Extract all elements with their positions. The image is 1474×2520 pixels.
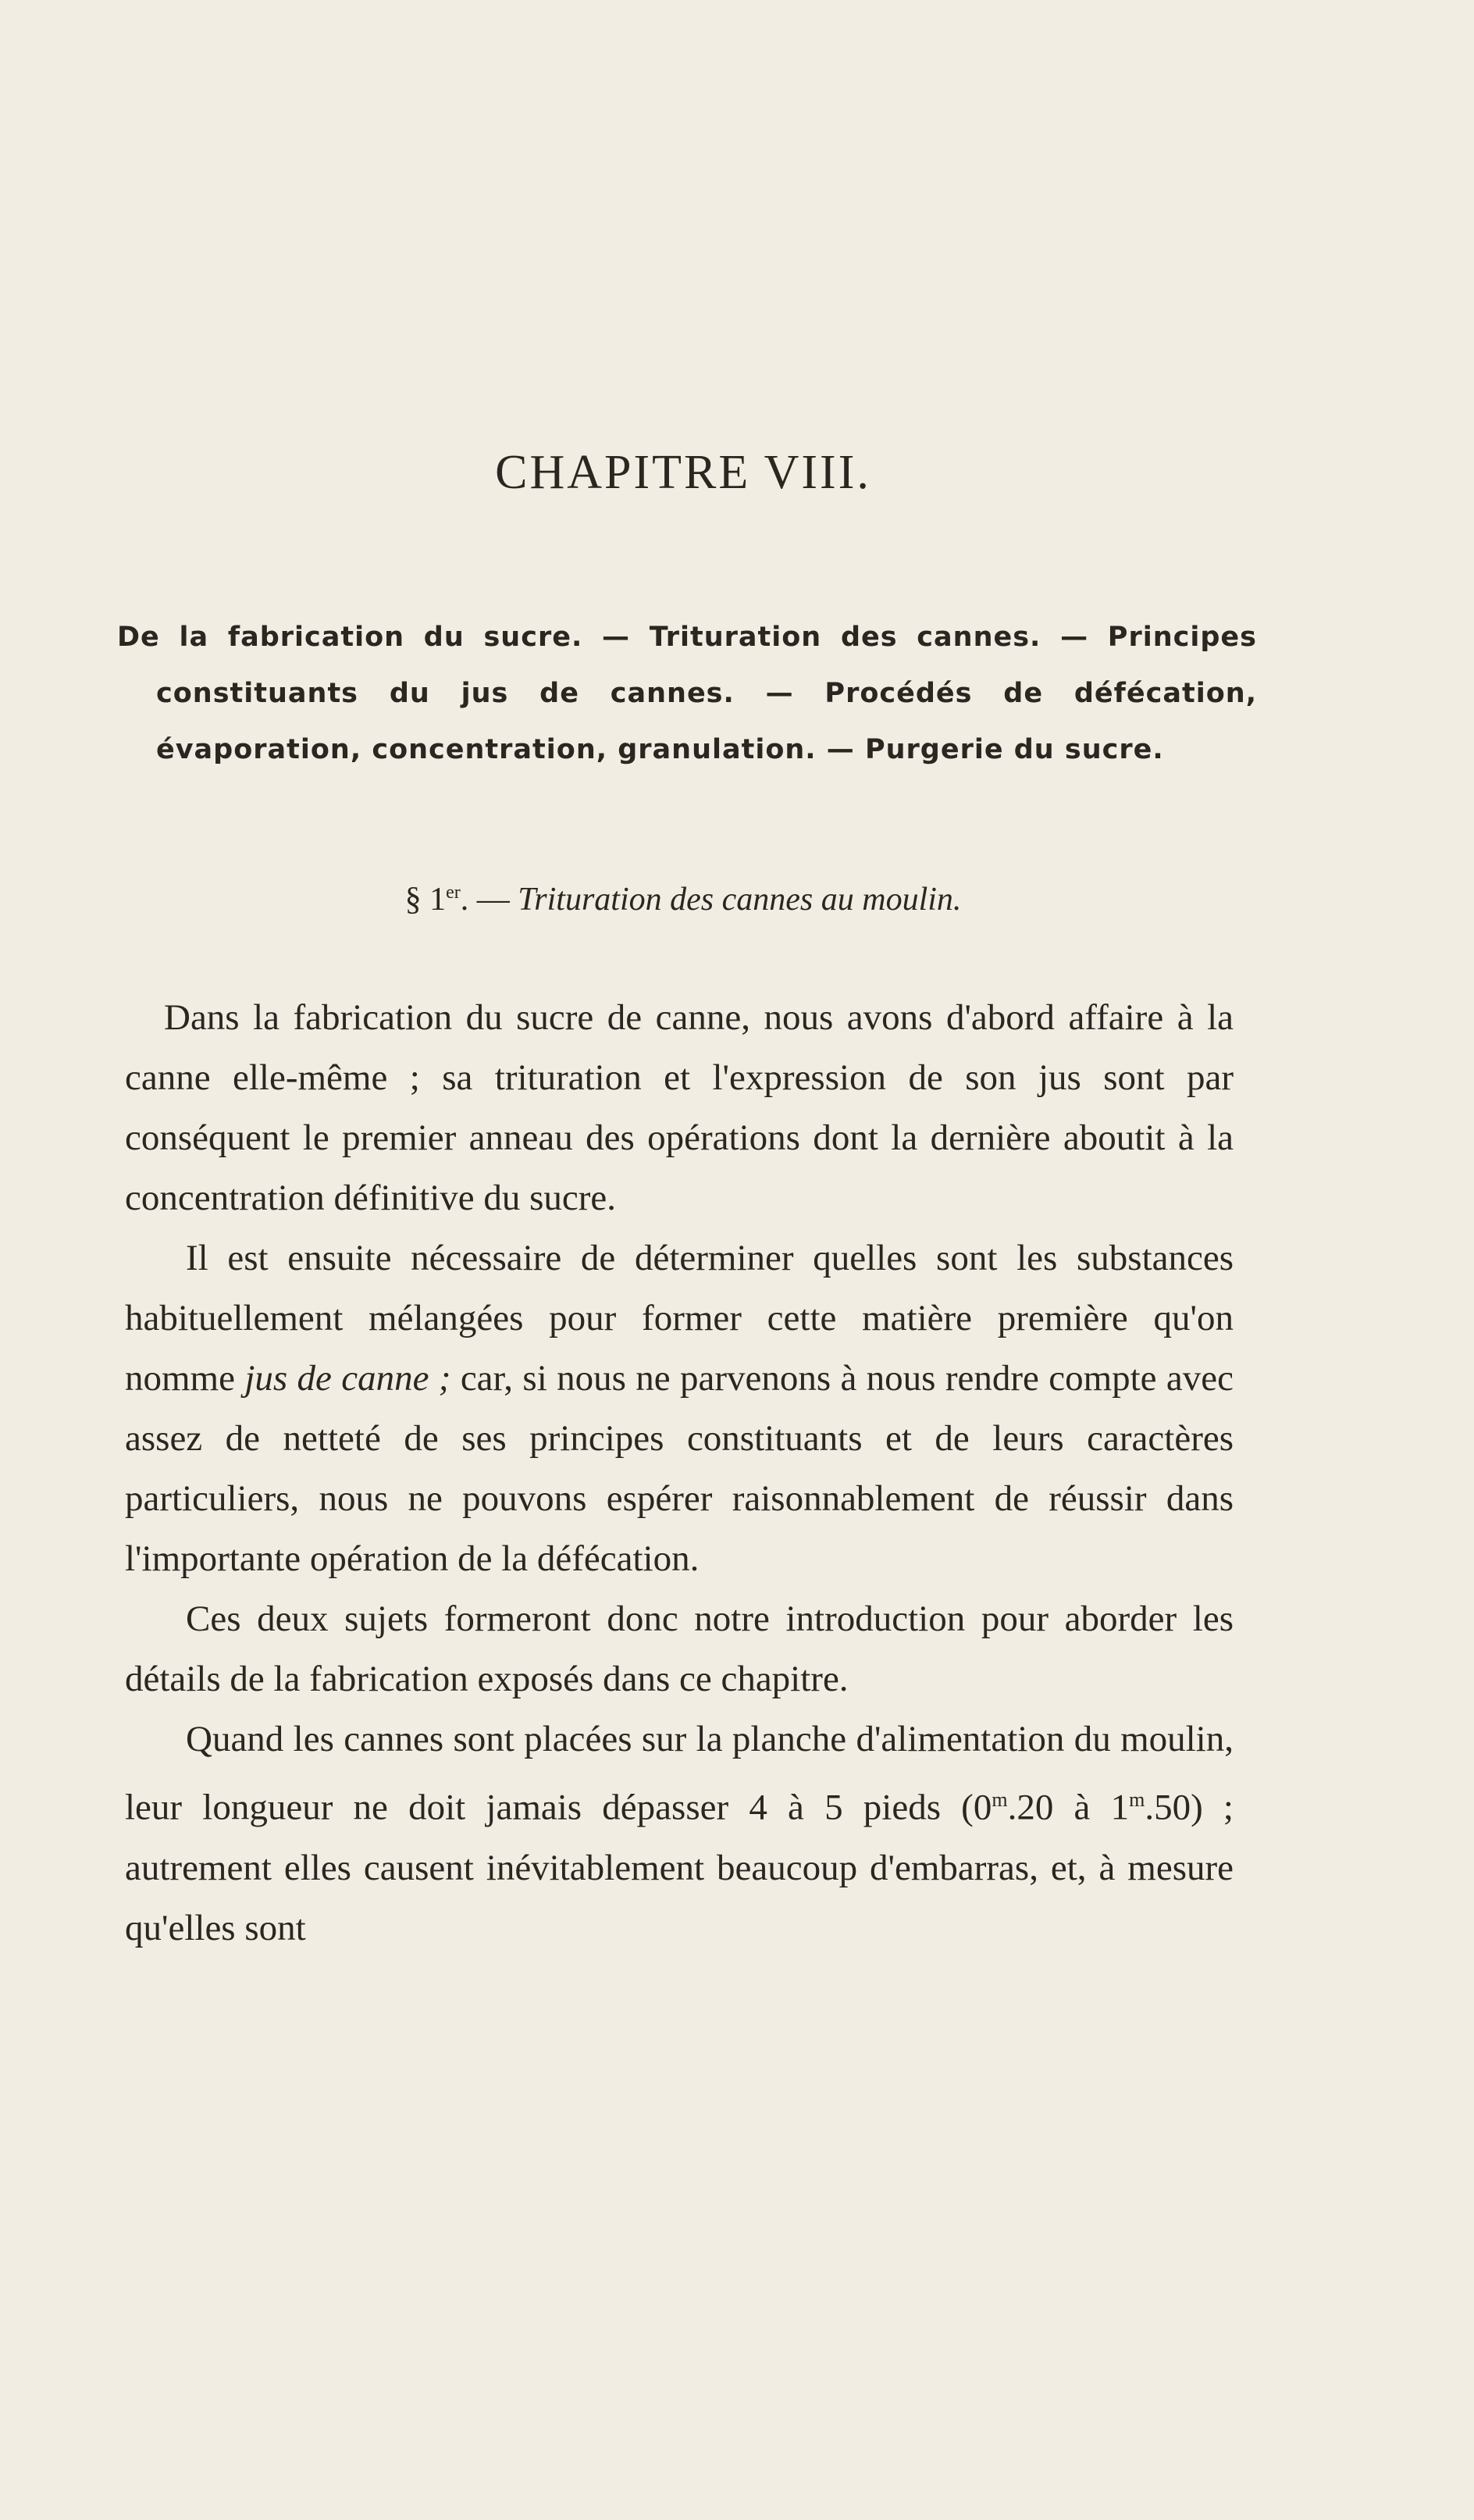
paragraph-3: Ces deux sujets formeront donc notre introduction pour aborder les détails de la fabrication exposés dans ce chapitre. [125, 1599, 1234, 1699]
paragraph-2: Il est ensuite nécessaire de déterminer quelles sont les substances habituellement mélangées pour former cette matière première qu'on nomme jus de canne ; car, si nous ne parvenons à nous rendre compte avec assez de netteté de ses principes constituants et de leurs caractères particuliers, nous ne pouvons espérer raisonnablement de réussir dans l'importante opération de la défécation. [125, 1238, 1234, 1579]
body-text [125, 988, 1234, 1959]
paragraph-1: Dans la fabrication du sucre de canne, nous avons d'abord affaire à la canne elle-même ; sa trituration et l'expression de son jus sont par conséquent le premier anneau des opérations dont la dernière aboutit à la concentration définitive du sucre. [125, 997, 1234, 1218]
chapter-summary: De la fabrication du sucre. — Trituration des cannes. — Principes constituants du jus de cannes. — Procédés de défécation, évaporation, concentration, granulation. — Purgerie du sucre. [117, 622, 1257, 765]
section-symbol: § [404, 882, 422, 918]
term-jus-de-canne: jus de canne ; [244, 1358, 451, 1399]
section-separator: . — [460, 882, 510, 918]
section-title: Trituration des cannes au moulin. [518, 882, 962, 918]
section-heading [0, 881, 1366, 918]
section-number: 1er [429, 882, 461, 918]
chapter-title: CHAPITRE VIII. [495, 446, 871, 499]
paragraph-4: Quand les cannes sont placées sur la planche d'alimentation du moulin, leur longueur ne doit jamais dépasser 4 à 5 pieds (0$^m$.20 à 1$^m$.50) ; autrement elles causent inévitablement beaucoup d'embarras, et, à mesure qu'elles sont [125, 1719, 1234, 1948]
